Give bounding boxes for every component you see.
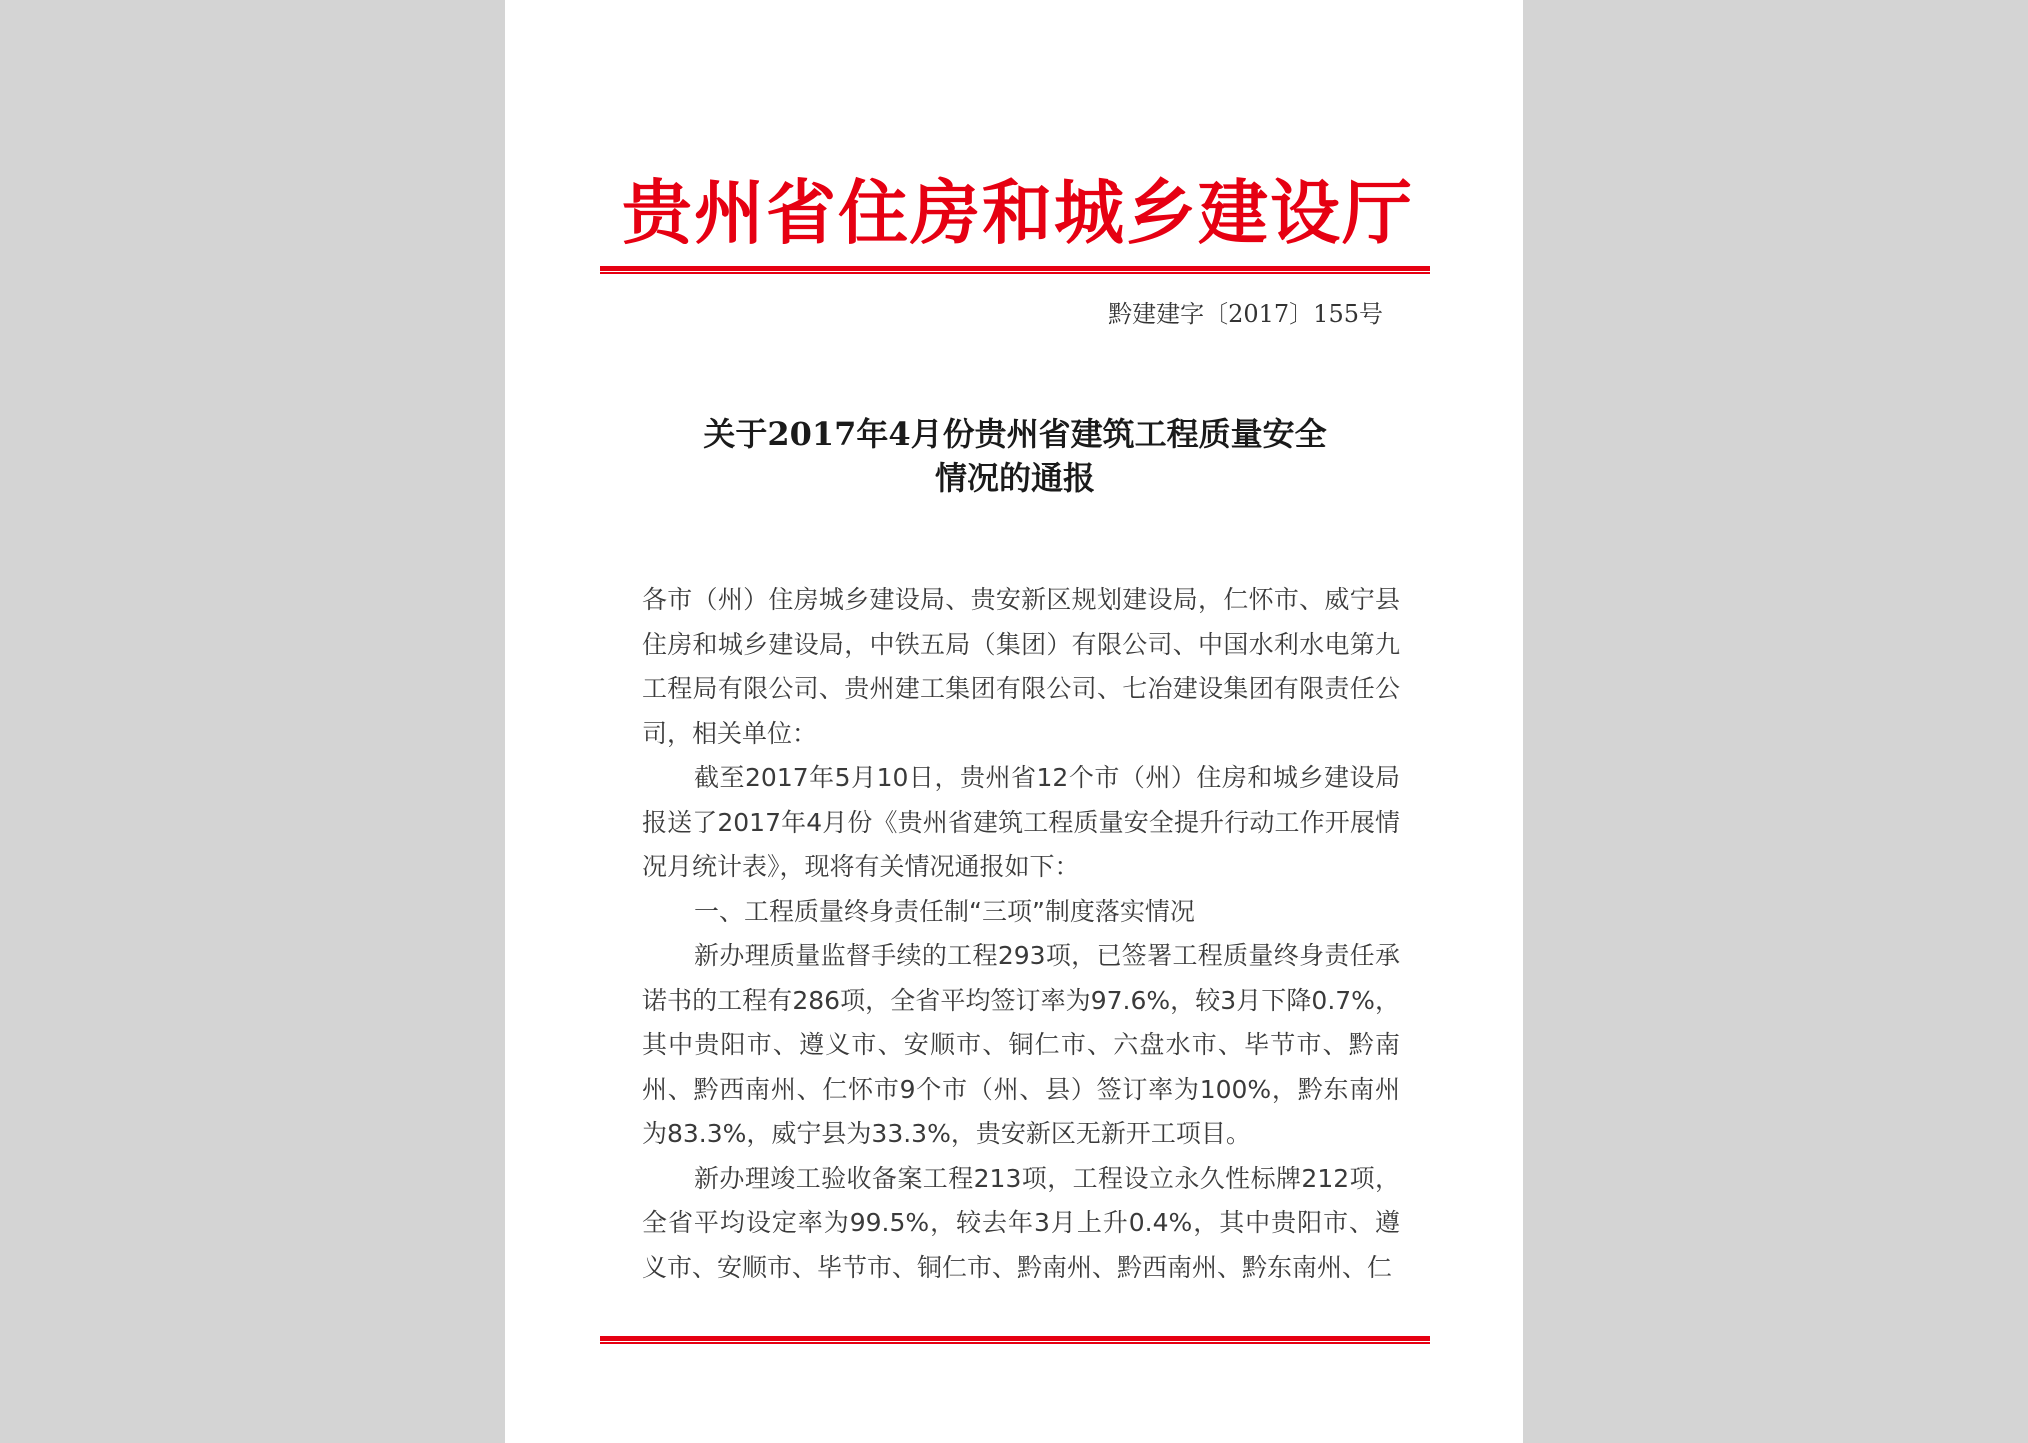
paragraph-completion-acceptance: 新办理竣工验收备案工程213项，工程设立永久性标牌212项，全省平均设定率为99.5%，较去年3月上升0.4%，其中贵阳市、遵义市、安顺市、毕节市、铜仁市、黔南州、黔西南州、黔东南州、仁 (642, 1163, 1400, 1282)
document-title (600, 412, 1430, 500)
footer-red-rule (600, 1336, 1430, 1344)
document-number: 黔建建字〔2017〕155号 (1108, 300, 1383, 328)
document-body (642, 578, 1400, 1290)
document-title-line-1: 关于2017年4月份贵州省建筑工程质量安全 (703, 415, 1327, 453)
document-title-line-2: 情况的通报 (934, 459, 1095, 497)
recipients-paragraph: 各市（州）住房城乡建设局、贵安新区规划建设局，仁怀市、威宁县住房和城乡建设局，中铁五局（集团）有限公司、中国水利水电第九工程局有限公司、贵州建工集团有限公司、七冶建设集团有限责任公司，相关单位： (642, 585, 1400, 748)
intro-paragraph: 截至2017年5月10日，贵州省12个市（州）住房和城乡建设局报送了2017年4月份《贵州省建筑工程质量安全提升行动工作开展情况月统计表》，现将有关情况通报如下： (642, 763, 1400, 881)
letterhead-red-rule (600, 266, 1430, 274)
document-page (505, 0, 1523, 1443)
letterhead-agency-name: 贵州省住房和城乡建设厅 (622, 171, 1414, 254)
paragraph-quality-supervision: 新办理质量监督手续的工程293项，已签署工程质量终身责任承诺书的工程有286项，全省平均签订率为97.6%，较3月下降0.7%，其中贵阳市、遵义市、安顺市、铜仁市、六盘水市、毕节市、黔南州、黔西南州、仁怀市9个市（州、县）签订率为100%，黔东南州为83.3%，威宁县为33.3%，贵安新区无新开工项目。 (642, 941, 1400, 1148)
section-heading-1: 一、工程质量终身责任制“三项”制度落实情况 (694, 896, 1195, 926)
